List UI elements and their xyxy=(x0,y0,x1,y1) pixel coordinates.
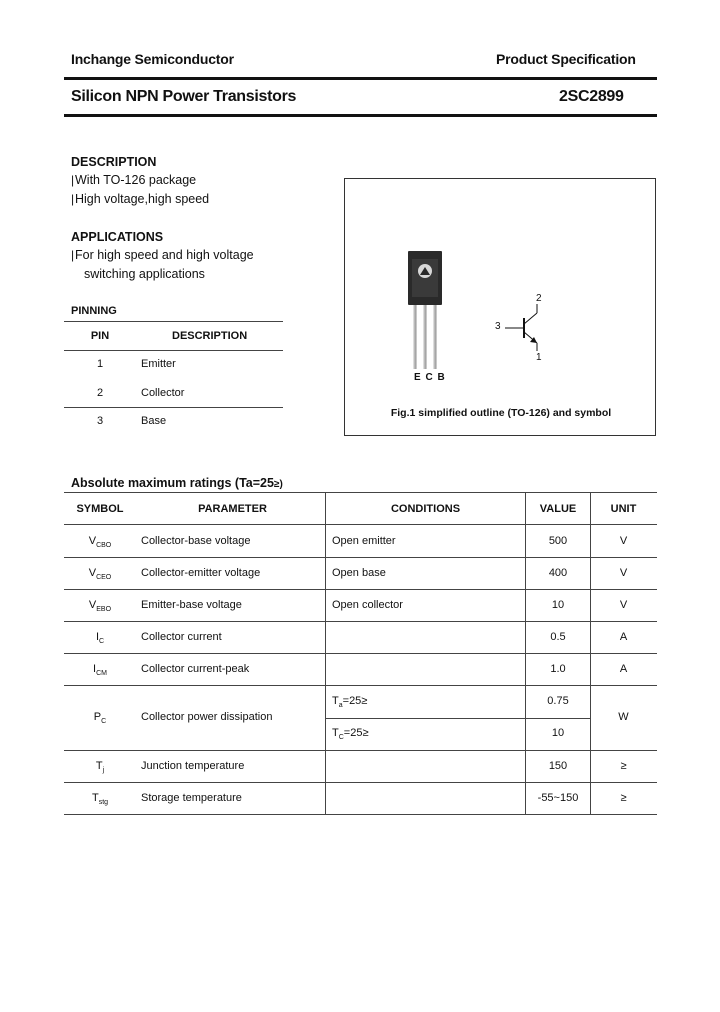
ratings-rule-row xyxy=(64,685,657,686)
figure-caption: Fig.1 simplified outline (TO-126) and symbol xyxy=(390,407,612,419)
row-vebo-unit: V xyxy=(619,599,628,611)
row-ic-value: 0.5 xyxy=(550,631,566,643)
description-item-1: |With TO-126 package xyxy=(71,173,197,187)
col-conditions: CONDITIONS xyxy=(390,503,461,515)
pinning-rule-header xyxy=(64,350,283,351)
row-vceo-unit: V xyxy=(619,567,628,579)
symbol-pin-2-label: 2 xyxy=(536,293,542,304)
symbol-pin-3-label: 3 xyxy=(495,321,501,332)
applications-heading: APPLICATIONS xyxy=(71,230,164,244)
header-rule-top xyxy=(64,77,657,80)
description-item-2: |High voltage,high speed xyxy=(71,192,210,206)
company-name: Inchange Semiconductor xyxy=(71,51,234,67)
row-vebo-symbol: $V_{EBO}$ xyxy=(88,599,112,613)
ratings-heading: Absolute maximum ratings (Ta=25≥) xyxy=(71,476,283,490)
row-tstg-parameter: Storage temperature xyxy=(141,792,242,804)
symbol-pin-1-label: 1 xyxy=(536,352,542,363)
col-unit: UNIT xyxy=(610,503,637,515)
ratings-rule-row xyxy=(64,589,657,590)
row-ic-unit: A xyxy=(619,631,628,643)
pin-2-number: 2 xyxy=(96,387,104,399)
row-icm-parameter: Collector current-peak xyxy=(141,663,250,675)
row-pc-parameter: Collector power dissipation xyxy=(141,711,273,723)
col-symbol: SYMBOL xyxy=(76,503,124,515)
pinning-heading: PINNING xyxy=(71,305,117,317)
row-tj-unit: ≥ xyxy=(620,760,627,772)
row-pc-value-2: 10 xyxy=(551,727,565,739)
ratings-rule-header xyxy=(64,524,657,525)
col-value: VALUE xyxy=(539,503,577,515)
pin-1-desc: Emitter xyxy=(141,358,176,370)
ratings-rule-row xyxy=(64,750,657,751)
row-pc-value-1: 0.75 xyxy=(547,695,569,707)
ratings-rule-row xyxy=(64,782,657,783)
header-rule-bottom xyxy=(64,114,657,117)
row-vebo-conditions: Open collector xyxy=(332,599,403,611)
row-pc-symbol: $P_C$ xyxy=(93,711,107,725)
row-vceo-parameter: Collector-emitter voltage xyxy=(141,567,261,579)
row-tstg-unit: ≥ xyxy=(620,792,627,804)
row-vceo-symbol: $V_{CEO}$ xyxy=(88,567,112,581)
row-vcbo-parameter: Collector-base voltage xyxy=(141,535,251,547)
row-icm-unit: A xyxy=(619,663,628,675)
row-vcbo-symbol: $V_{CBO}$ xyxy=(88,535,112,549)
row-icm-value: 1.0 xyxy=(550,663,566,675)
part-number: 2SC2899 xyxy=(559,88,624,105)
doc-type: Product Specification xyxy=(496,51,636,67)
pin-3-desc: Base xyxy=(141,415,167,427)
description-heading: DESCRIPTION xyxy=(71,155,157,169)
col-parameter: PARAMETER xyxy=(198,503,267,515)
ratings-rule-pc-split xyxy=(326,718,591,719)
row-tj-value: 150 xyxy=(548,760,568,772)
row-ic-symbol: $I_C$ xyxy=(95,631,105,645)
row-tj-symbol: $T_j$ xyxy=(95,760,105,774)
row-ic-parameter: Collector current xyxy=(141,631,222,643)
row-vceo-value: 400 xyxy=(548,567,568,579)
pinning-rule-top xyxy=(64,321,283,322)
applications-line-2: switching applications xyxy=(84,267,205,281)
ratings-rule-row xyxy=(64,557,657,558)
pin-3-number: 3 xyxy=(96,415,104,427)
pin-1-number: 1 xyxy=(96,358,104,370)
row-tj-parameter: Junction temperature xyxy=(141,760,245,772)
figure-box xyxy=(344,178,656,436)
row-vceo-conditions: Open base xyxy=(332,567,386,579)
ratings-col-divider xyxy=(325,492,326,814)
row-vebo-parameter: Emitter-base voltage xyxy=(141,599,242,611)
row-pc-condition-2: $T_C=25\ge$ xyxy=(332,727,369,741)
row-vcbo-value: 500 xyxy=(548,535,568,547)
row-tstg-value: -55~150 xyxy=(537,792,579,804)
ratings-rule-row xyxy=(64,653,657,654)
npn-transistor-symbol-icon xyxy=(345,179,657,379)
row-tstg-symbol: $T_{stg}$ xyxy=(91,792,109,806)
row-pc-unit: W xyxy=(618,711,629,723)
row-vcbo-unit: V xyxy=(619,535,628,547)
pin-letters: E C B xyxy=(414,372,446,383)
row-vcbo-conditions: Open emitter xyxy=(332,535,396,547)
row-vebo-value: 10 xyxy=(551,599,565,611)
applications-line-1: |For high speed and high voltage xyxy=(71,248,254,262)
row-icm-symbol: $I_{CM}$ xyxy=(93,663,107,677)
pin-2-desc: Collector xyxy=(141,387,185,399)
ratings-rule-row xyxy=(64,621,657,622)
ratings-rule-top xyxy=(64,492,657,493)
pinning-col-desc: DESCRIPTION xyxy=(172,330,248,342)
ratings-rule-bottom xyxy=(64,814,657,815)
product-line: Silicon NPN Power Transistors xyxy=(71,88,297,105)
pinning-rule-row xyxy=(64,407,283,408)
row-pc-condition-1: $T_a=25\ge$ xyxy=(332,695,368,709)
pinning-col-pin: PIN xyxy=(90,330,110,342)
